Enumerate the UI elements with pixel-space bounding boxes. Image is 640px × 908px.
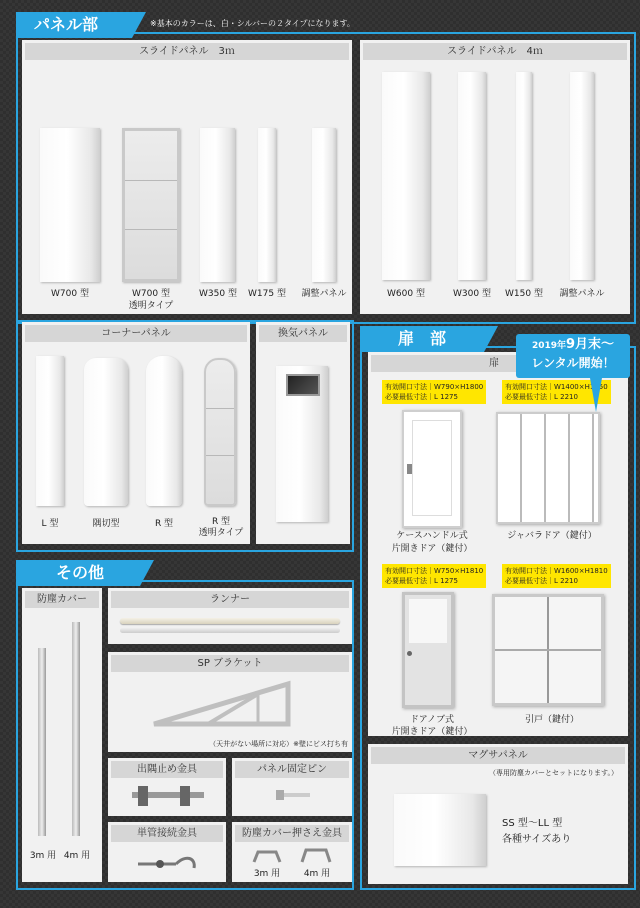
stopper-image	[130, 784, 206, 810]
panel-w150	[516, 72, 532, 280]
door4-label: 引戸（鍵付）	[524, 715, 579, 725]
door2-spec-open: 有効開口寸法｜W1400×H1750	[505, 383, 608, 391]
door1-spec-min: 必要最低寸法｜L 1275	[385, 393, 458, 401]
press-title: 防塵カバー押さえ金具	[235, 825, 349, 842]
door3-label-1: ドアノブ式	[409, 715, 454, 725]
press-4m-label: 4m 用	[303, 869, 331, 879]
magusa-title: マグサパネル	[371, 747, 625, 764]
rental-banner	[516, 334, 630, 378]
door1-label-2: 片開きドア（鍵付）	[391, 544, 473, 554]
stopper-title: 出隅止め金具	[111, 761, 223, 778]
label-r-clear: R 型	[211, 517, 231, 527]
door2-image	[496, 412, 600, 524]
press-3m-label: 3m 用	[253, 869, 281, 879]
door-section-tab: 扉 部	[360, 326, 484, 352]
runner-image	[120, 618, 340, 624]
vent-panel-title: 換気パネル	[259, 325, 347, 342]
banner-month: 9月末〜	[566, 337, 615, 352]
press-box	[232, 822, 352, 882]
dustcover-4m-label: 4m 用	[63, 851, 91, 861]
label-w175: W175 型	[248, 289, 286, 299]
panel-w600	[382, 72, 430, 280]
magusa-note: （専用防塵カバーとセットになります。）	[489, 769, 618, 777]
label-r-type: R 型	[154, 519, 174, 529]
panel-adjust-4m	[570, 72, 594, 280]
corner-cut-type	[84, 358, 128, 506]
panel-w175	[258, 128, 276, 282]
door1-label-1: ケースハンドル式	[396, 531, 468, 541]
corner-panel-title: コーナーパネル	[25, 325, 247, 342]
label-w150: W150 型	[505, 289, 543, 299]
slide-panel-3m-title: スライドパネル 3ｍ	[25, 43, 349, 60]
label-w700-clear: W700 型	[132, 289, 170, 299]
sp-bracket-image	[148, 674, 308, 730]
dustcover-title: 防塵カバー	[25, 591, 99, 608]
door1-handle	[407, 464, 412, 474]
door4-spec	[502, 564, 611, 588]
label-w700: W700 型	[51, 289, 89, 299]
door2-label: ジャバラドア（鍵付）	[507, 531, 597, 541]
dustcover-4m	[72, 622, 80, 836]
door2-spec-min: 必要最低寸法｜L 2210	[505, 393, 578, 401]
sp-bracket-note: （天井がない場所に対応）※壁にビス打ち有	[209, 740, 348, 748]
door3-glass	[409, 599, 447, 643]
corner-panel-box	[22, 322, 250, 544]
vent-panel	[276, 366, 328, 522]
door1-inset	[412, 420, 452, 516]
vent-panel-box	[256, 322, 350, 544]
corner-l-type	[36, 356, 64, 506]
banner-line2: レンタル開始！	[531, 356, 615, 370]
vent-window	[286, 374, 320, 396]
slide-panel-4m-title: スライドパネル 4ｍ	[363, 43, 627, 60]
runner-box	[108, 588, 352, 644]
door1-spec	[382, 380, 486, 404]
door3-knob	[407, 651, 412, 656]
banner-line1-wrap	[516, 334, 630, 354]
door4-spec-min: 必要最低寸法｜L 2210	[505, 577, 578, 585]
press-3m-image	[252, 848, 282, 864]
door-box	[368, 352, 628, 736]
label-w300: W300 型	[453, 289, 491, 299]
label-w600: W600 型	[387, 289, 425, 299]
corner-r-clear	[204, 358, 236, 506]
door3-spec-open: 有効開口寸法｜W750×H1810	[385, 567, 484, 575]
label-adjust-4m: 調整パネル	[559, 289, 605, 299]
dustcover-3m-label: 3m 用	[29, 851, 57, 861]
panel-section-tab: パネル部	[16, 12, 132, 38]
pin-box	[232, 758, 352, 816]
slide-panel-3m-box	[22, 40, 352, 314]
banner-year: 2019年	[531, 341, 566, 351]
runner-title: ランナー	[111, 591, 349, 608]
magusa-line2: 各種サイズあり	[502, 834, 572, 845]
door4-image	[492, 594, 604, 706]
label-adjust-3m: 調整パネル	[301, 289, 347, 299]
door3-spec-min: 必要最低寸法｜L 1275	[385, 577, 458, 585]
door1-spec-open: 有効開口寸法｜W790×H1800	[385, 383, 484, 391]
sp-bracket-title: SP ブラケット	[111, 655, 349, 672]
magusa-box	[368, 744, 628, 884]
door3-image	[402, 592, 454, 708]
panel-w300	[458, 72, 486, 280]
door-box-title: 扉	[371, 355, 625, 372]
door4-spec-open: 有効開口寸法｜W1600×H1810	[505, 567, 608, 575]
label-l-type: L 型	[41, 519, 59, 529]
label-w700-clear-sub: 透明タイプ	[128, 301, 174, 311]
other-section-tab: その他	[16, 560, 140, 586]
runner-image-2	[120, 628, 340, 633]
label-cut-type: 隅切型	[92, 519, 120, 529]
stopper-box	[108, 758, 226, 816]
corner-r-type	[146, 356, 182, 506]
slide-panel-4m-box	[360, 40, 630, 314]
door4-rail	[495, 649, 601, 651]
label-r-clear-sub: 透明タイプ	[198, 528, 244, 538]
sp-bracket-box	[108, 652, 352, 752]
press-4m-image	[300, 846, 332, 864]
panel-w700-clear	[122, 128, 180, 282]
label-w350: W350 型	[199, 289, 237, 299]
color-note: ※基本のカラーは、白・シルバーの２タイプになります。	[150, 19, 355, 28]
banner-pointer	[590, 378, 602, 412]
door3-spec	[382, 564, 486, 588]
pin-image	[276, 788, 312, 802]
pin-title: パネル固定ピン	[235, 761, 349, 778]
panel-adjust-3m	[312, 128, 336, 282]
dustcover-3m	[38, 648, 46, 836]
pipe-box	[108, 822, 226, 882]
magusa-panel	[394, 794, 486, 866]
pipe-image	[136, 848, 200, 876]
door1-image	[402, 410, 462, 528]
pipe-title: 単管接続金具	[111, 825, 223, 842]
door3-label-2: 片開きドア（鍵付）	[391, 727, 473, 737]
magusa-line1: SS 型〜LL 型	[502, 818, 563, 829]
panel-w700	[40, 128, 100, 282]
panel-w350	[200, 128, 235, 282]
dustcover-box	[22, 588, 102, 882]
